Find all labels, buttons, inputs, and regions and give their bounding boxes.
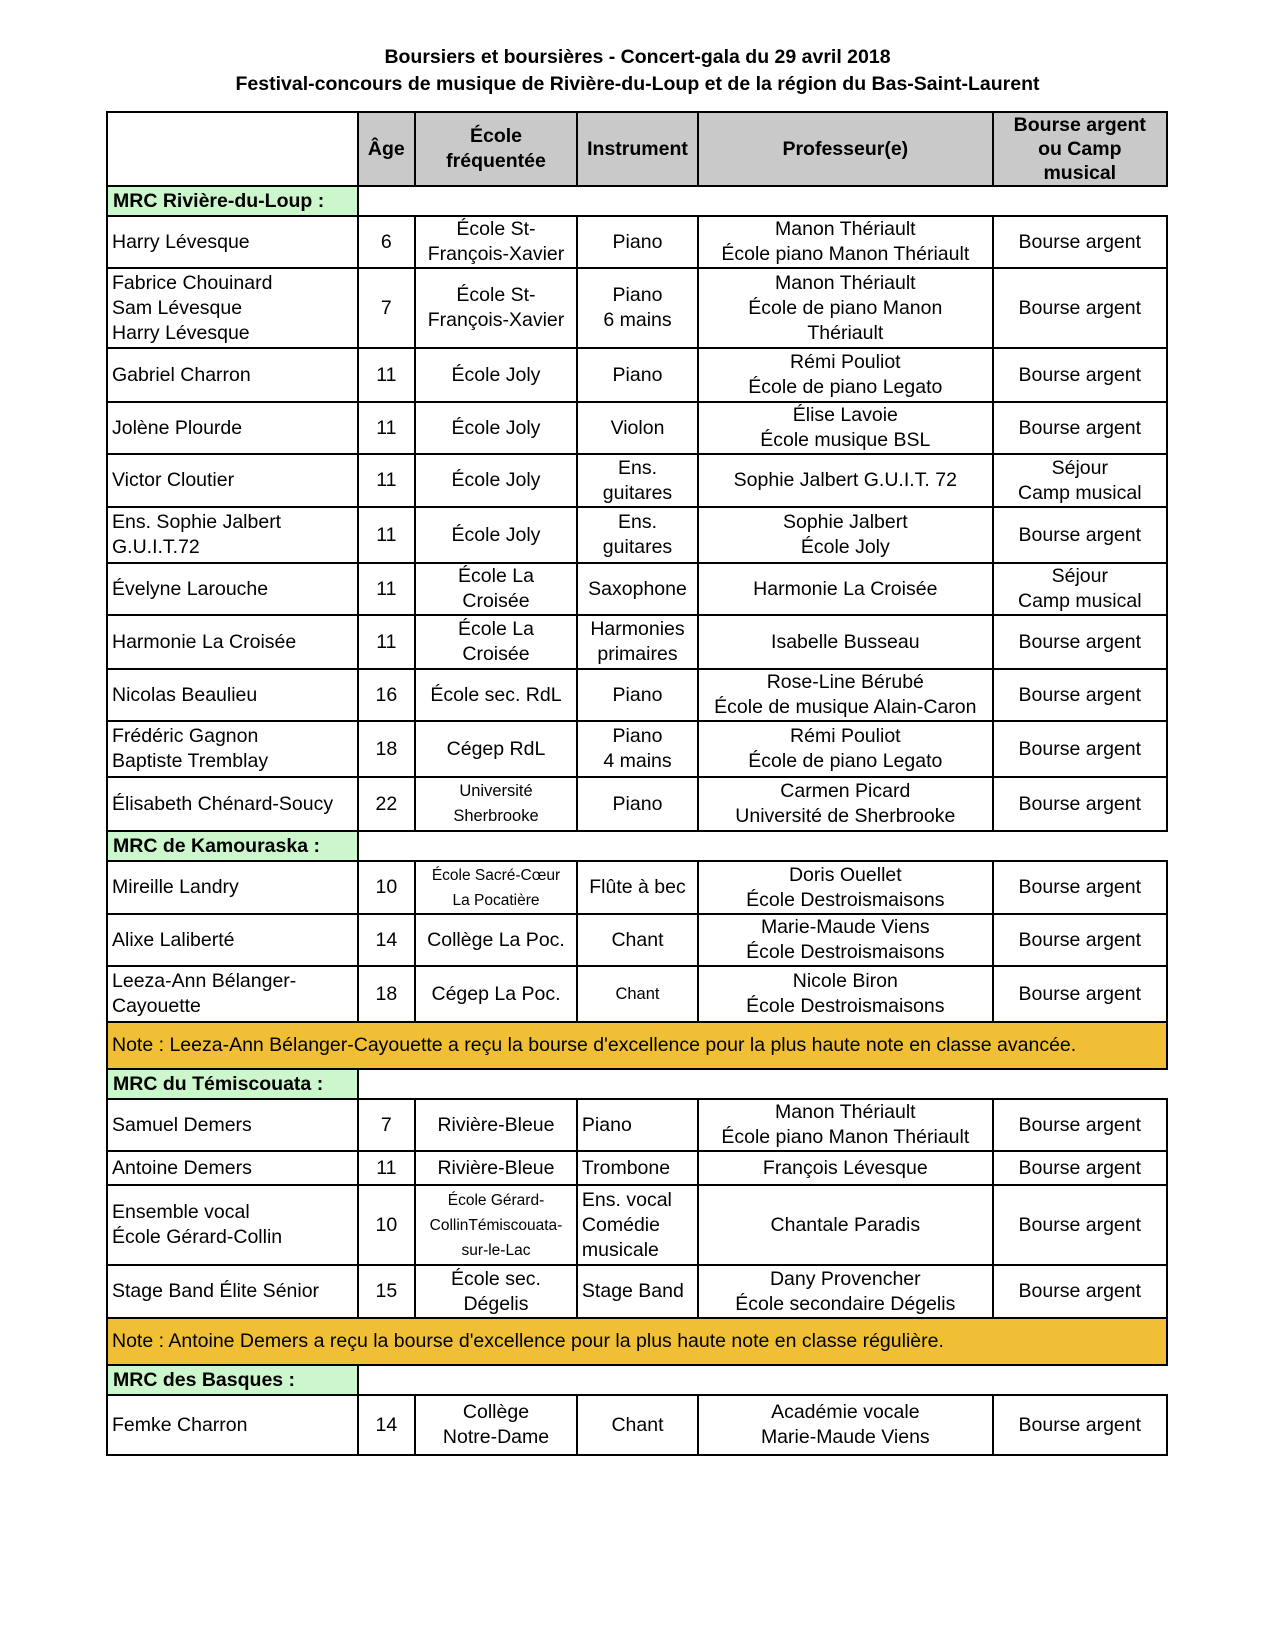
table-row — [107, 861, 1167, 914]
cell-teacher: Rémi Pouliot École de piano Legato — [698, 348, 993, 402]
cell-award: Bourse argent — [993, 1185, 1167, 1265]
section-label: MRC de Kamouraska : — [107, 831, 358, 861]
cell-award: Bourse argent — [993, 1265, 1167, 1318]
cell-school: École St- François-Xavier — [415, 268, 577, 348]
cell-instrument: Harmonies primaires — [577, 615, 698, 669]
header-row — [107, 112, 1167, 186]
cell-school: École sec. RdL — [415, 669, 577, 721]
cell-instrument: Piano — [577, 1099, 698, 1151]
cell-school: École La Croisée — [415, 615, 577, 669]
cell-age: 7 — [358, 268, 415, 348]
cell-name: Ens. Sophie Jalbert G.U.I.T.72 — [107, 507, 358, 563]
cell-age: 11 — [358, 615, 415, 669]
cell-age: 10 — [358, 861, 415, 914]
table-row — [107, 1099, 1167, 1151]
cell-name: Stage Band Élite Sénior — [107, 1265, 358, 1318]
table-row — [107, 348, 1167, 402]
cell-teacher: Manon Thériault École piano Manon Thériault — [698, 1099, 993, 1151]
cell-name: Jolène Plourde — [107, 402, 358, 454]
section-spacer — [358, 1069, 1167, 1099]
cell-instrument: Piano — [577, 777, 698, 831]
cell-teacher: Marie-Maude Viens École Destroismaisons — [698, 914, 993, 966]
table-row — [107, 1185, 1167, 1265]
cell-instrument: Trombone — [577, 1151, 698, 1185]
cell-school: École Joly — [415, 454, 577, 507]
note-text: Note : Leeza-Ann Bélanger-Cayouette a reçu la bourse d'excellence pour la plus haute note en classe avancée. — [107, 1022, 1167, 1069]
cell-age: 11 — [358, 348, 415, 402]
cell-school: École Joly — [415, 348, 577, 402]
cell-age: 15 — [358, 1265, 415, 1318]
cell-award: Bourse argent — [993, 216, 1167, 268]
cell-instrument: Piano 4 mains — [577, 721, 698, 777]
table-row — [107, 1265, 1167, 1318]
section-spacer — [358, 1365, 1167, 1395]
cell-age: 18 — [358, 721, 415, 777]
cell-award: Bourse argent — [993, 615, 1167, 669]
cell-school: École St- François-Xavier — [415, 216, 577, 268]
cell-teacher: Chantale Paradis — [698, 1185, 993, 1265]
cell-age: 7 — [358, 1099, 415, 1151]
title-line-1: Boursiers et boursières - Concert-gala du 29 avril 2018 — [384, 46, 891, 68]
section-spacer — [358, 831, 1167, 861]
section-label: MRC Rivière-du-Loup : — [107, 186, 358, 216]
cell-award: Séjour Camp musical — [993, 563, 1167, 615]
document-title — [0, 44, 1275, 98]
cell-instrument: Chant — [577, 1395, 698, 1455]
cell-instrument: Ens. guitares — [577, 507, 698, 563]
cell-school: Université Sherbrooke — [415, 777, 577, 831]
cell-age: 14 — [358, 914, 415, 966]
note-row — [107, 1318, 1167, 1365]
cell-teacher: Académie vocale Marie-Maude Viens — [698, 1395, 993, 1455]
cell-name: Samuel Demers — [107, 1099, 358, 1151]
cell-name: Alixe Laliberté — [107, 914, 358, 966]
cell-age: 11 — [358, 454, 415, 507]
table-row — [107, 1151, 1167, 1185]
cell-name: Élisabeth Chénard-Soucy — [107, 777, 358, 831]
table-row — [107, 216, 1167, 268]
cell-name: Antoine Demers — [107, 1151, 358, 1185]
cell-teacher: Manon Thériault École piano Manon Thériault — [698, 216, 993, 268]
cell-instrument: Flûte à bec — [577, 861, 698, 914]
cell-name: Harry Lévesque — [107, 216, 358, 268]
cell-age: 16 — [358, 669, 415, 721]
cell-award: Bourse argent — [993, 1151, 1167, 1185]
cell-school: Cégep RdL — [415, 721, 577, 777]
cell-award: Séjour Camp musical — [993, 454, 1167, 507]
table-row — [107, 563, 1167, 615]
note-text: Note : Antoine Demers a reçu la bourse d'excellence pour la plus haute note en classe régulière. — [107, 1318, 1167, 1365]
cell-instrument: Ens. vocal Comédie musicale — [577, 1185, 698, 1265]
table-row — [107, 669, 1167, 721]
cell-school: Rivière-Bleue — [415, 1099, 577, 1151]
cell-instrument: Violon — [577, 402, 698, 454]
cell-teacher: Sophie Jalbert École Joly — [698, 507, 993, 563]
section-label: MRC du Témiscouata : — [107, 1069, 358, 1099]
cell-name: Mireille Landry — [107, 861, 358, 914]
cell-age: 11 — [358, 507, 415, 563]
cell-instrument: Stage Band — [577, 1265, 698, 1318]
cell-age: 22 — [358, 777, 415, 831]
note-row — [107, 1022, 1167, 1069]
cell-teacher: Sophie Jalbert G.U.I.T. 72 — [698, 454, 993, 507]
cell-age: 14 — [358, 1395, 415, 1455]
cell-teacher: Dany Provencher École secondaire Dégelis — [698, 1265, 993, 1318]
cell-instrument: Chant — [577, 914, 698, 966]
cell-teacher: Isabelle Busseau — [698, 615, 993, 669]
table-row — [107, 966, 1167, 1022]
cell-award: Bourse argent — [993, 861, 1167, 914]
header-professeur: Professeur(e) — [698, 112, 993, 186]
cell-instrument: Piano 6 mains — [577, 268, 698, 348]
header-blank — [107, 112, 358, 186]
section-label: MRC des Basques : — [107, 1365, 358, 1395]
cell-instrument: Ens. guitares — [577, 454, 698, 507]
cell-teacher: François Lévesque — [698, 1151, 993, 1185]
section-header-row — [107, 1069, 1167, 1099]
section-header-row — [107, 186, 1167, 216]
cell-instrument: Piano — [577, 669, 698, 721]
section-header-row — [107, 1365, 1167, 1395]
cell-teacher: Manon Thériault École de piano Manon Thériault — [698, 268, 993, 348]
cell-school: École Joly — [415, 402, 577, 454]
table-row — [107, 454, 1167, 507]
cell-school: École La Croisée — [415, 563, 577, 615]
cell-award: Bourse argent — [993, 966, 1167, 1022]
header-age: Âge — [358, 112, 415, 186]
section-spacer — [358, 186, 1167, 216]
table-row — [107, 507, 1167, 563]
cell-instrument: Chant — [577, 966, 698, 1022]
cell-school: Rivière-Bleue — [415, 1151, 577, 1185]
cell-award: Bourse argent — [993, 268, 1167, 348]
table-row — [107, 777, 1167, 831]
cell-award: Bourse argent — [993, 507, 1167, 563]
section-header-row — [107, 831, 1167, 861]
title-line-2: Festival-concours de musique de Rivière-du-Loup et de la région du Bas-Saint-Laurent — [235, 73, 1040, 95]
cell-age: 11 — [358, 402, 415, 454]
cell-name: Ensemble vocal École Gérard-Collin — [107, 1185, 358, 1265]
cell-age: 10 — [358, 1185, 415, 1265]
cell-award: Bourse argent — [993, 348, 1167, 402]
cell-instrument: Piano — [577, 348, 698, 402]
cell-teacher: Rose-Line Bérubé École de musique Alain-Caron — [698, 669, 993, 721]
cell-school: Collège Notre-Dame — [415, 1395, 577, 1455]
table-row — [107, 402, 1167, 454]
cell-name: Évelyne Larouche — [107, 563, 358, 615]
cell-name: Victor Cloutier — [107, 454, 358, 507]
cell-age: 6 — [358, 216, 415, 268]
table-row — [107, 1395, 1167, 1455]
table-row — [107, 268, 1167, 348]
cell-school: École sec. Dégelis — [415, 1265, 577, 1318]
cell-teacher: Doris Ouellet École Destroismaisons — [698, 861, 993, 914]
header-ecole: École fréquentée — [415, 112, 577, 186]
header-bourse: Bourse argent ou Camp musical — [993, 112, 1167, 186]
cell-school: École Gérard- CollinTémiscouata- sur-le-Lac — [415, 1185, 577, 1265]
cell-name: Nicolas Beaulieu — [107, 669, 358, 721]
cell-name: Femke Charron — [107, 1395, 358, 1455]
scholarship-table — [106, 111, 1168, 1456]
header-instrument: Instrument — [577, 112, 698, 186]
cell-name: Leeza-Ann Bélanger- Cayouette — [107, 966, 358, 1022]
cell-name: Harmonie La Croisée — [107, 615, 358, 669]
table-row — [107, 615, 1167, 669]
cell-award: Bourse argent — [993, 914, 1167, 966]
cell-award: Bourse argent — [993, 777, 1167, 831]
cell-teacher: Carmen Picard Université de Sherbrooke — [698, 777, 993, 831]
cell-teacher: Harmonie La Croisée — [698, 563, 993, 615]
cell-teacher: Élise Lavoie École musique BSL — [698, 402, 993, 454]
cell-instrument: Piano — [577, 216, 698, 268]
cell-award: Bourse argent — [993, 402, 1167, 454]
cell-name: Fabrice Chouinard Sam Lévesque Harry Lévesque — [107, 268, 358, 348]
cell-instrument: Saxophone — [577, 563, 698, 615]
cell-award: Bourse argent — [993, 669, 1167, 721]
cell-name: Gabriel Charron — [107, 348, 358, 402]
table-row — [107, 721, 1167, 777]
cell-teacher: Nicole Biron École Destroismaisons — [698, 966, 993, 1022]
cell-award: Bourse argent — [993, 1099, 1167, 1151]
cell-school: École Sacré-Cœur La Pocatière — [415, 861, 577, 914]
table-row — [107, 914, 1167, 966]
cell-award: Bourse argent — [993, 1395, 1167, 1455]
cell-school: École Joly — [415, 507, 577, 563]
cell-award: Bourse argent — [993, 721, 1167, 777]
cell-teacher: Rémi Pouliot École de piano Legato — [698, 721, 993, 777]
cell-name: Frédéric Gagnon Baptiste Tremblay — [107, 721, 358, 777]
cell-age: 11 — [358, 1151, 415, 1185]
cell-school: Cégep La Poc. — [415, 966, 577, 1022]
cell-age: 11 — [358, 563, 415, 615]
cell-age: 18 — [358, 966, 415, 1022]
cell-school: Collège La Poc. — [415, 914, 577, 966]
